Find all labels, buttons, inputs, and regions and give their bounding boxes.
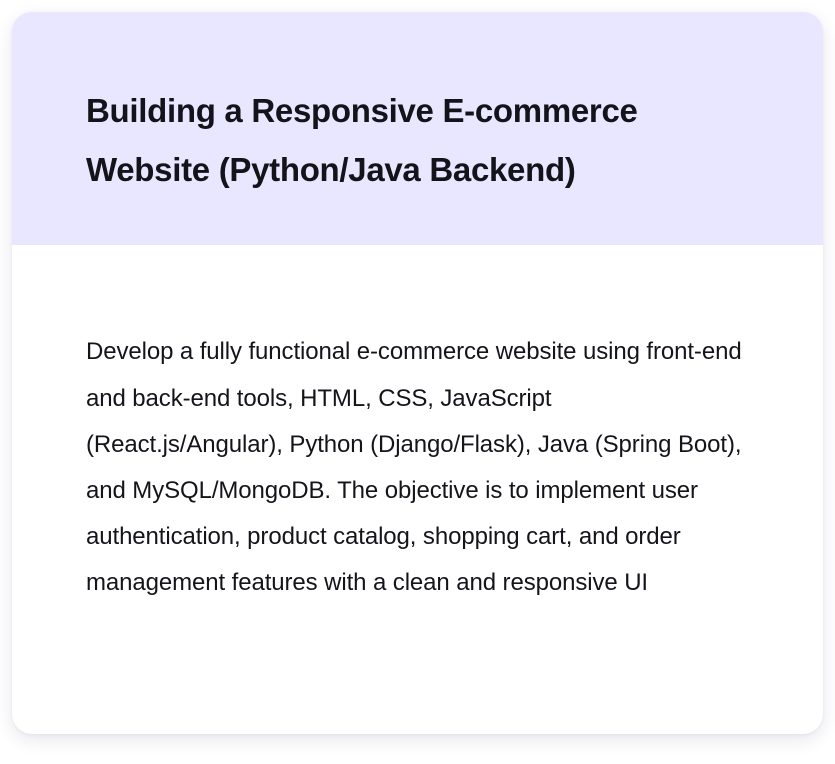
project-description: Develop a fully functional e-commerce website using front-end and back-end tools, HTML, CSS, JavaScript (React.js/Angular), Python (Django/Flask), Java (Spring Boot), and MySQL/MongoDB. The objective is to implement user authentication, product catalog, shopping cart, and order management features with a clean and responsive UI bbox=[86, 338, 742, 596]
project-card bbox=[12, 12, 823, 734]
card-body bbox=[12, 245, 823, 645]
card-header bbox=[12, 12, 823, 245]
page-title: Building a Responsive E-commerce Website (Python/Java Backend) bbox=[86, 92, 638, 188]
